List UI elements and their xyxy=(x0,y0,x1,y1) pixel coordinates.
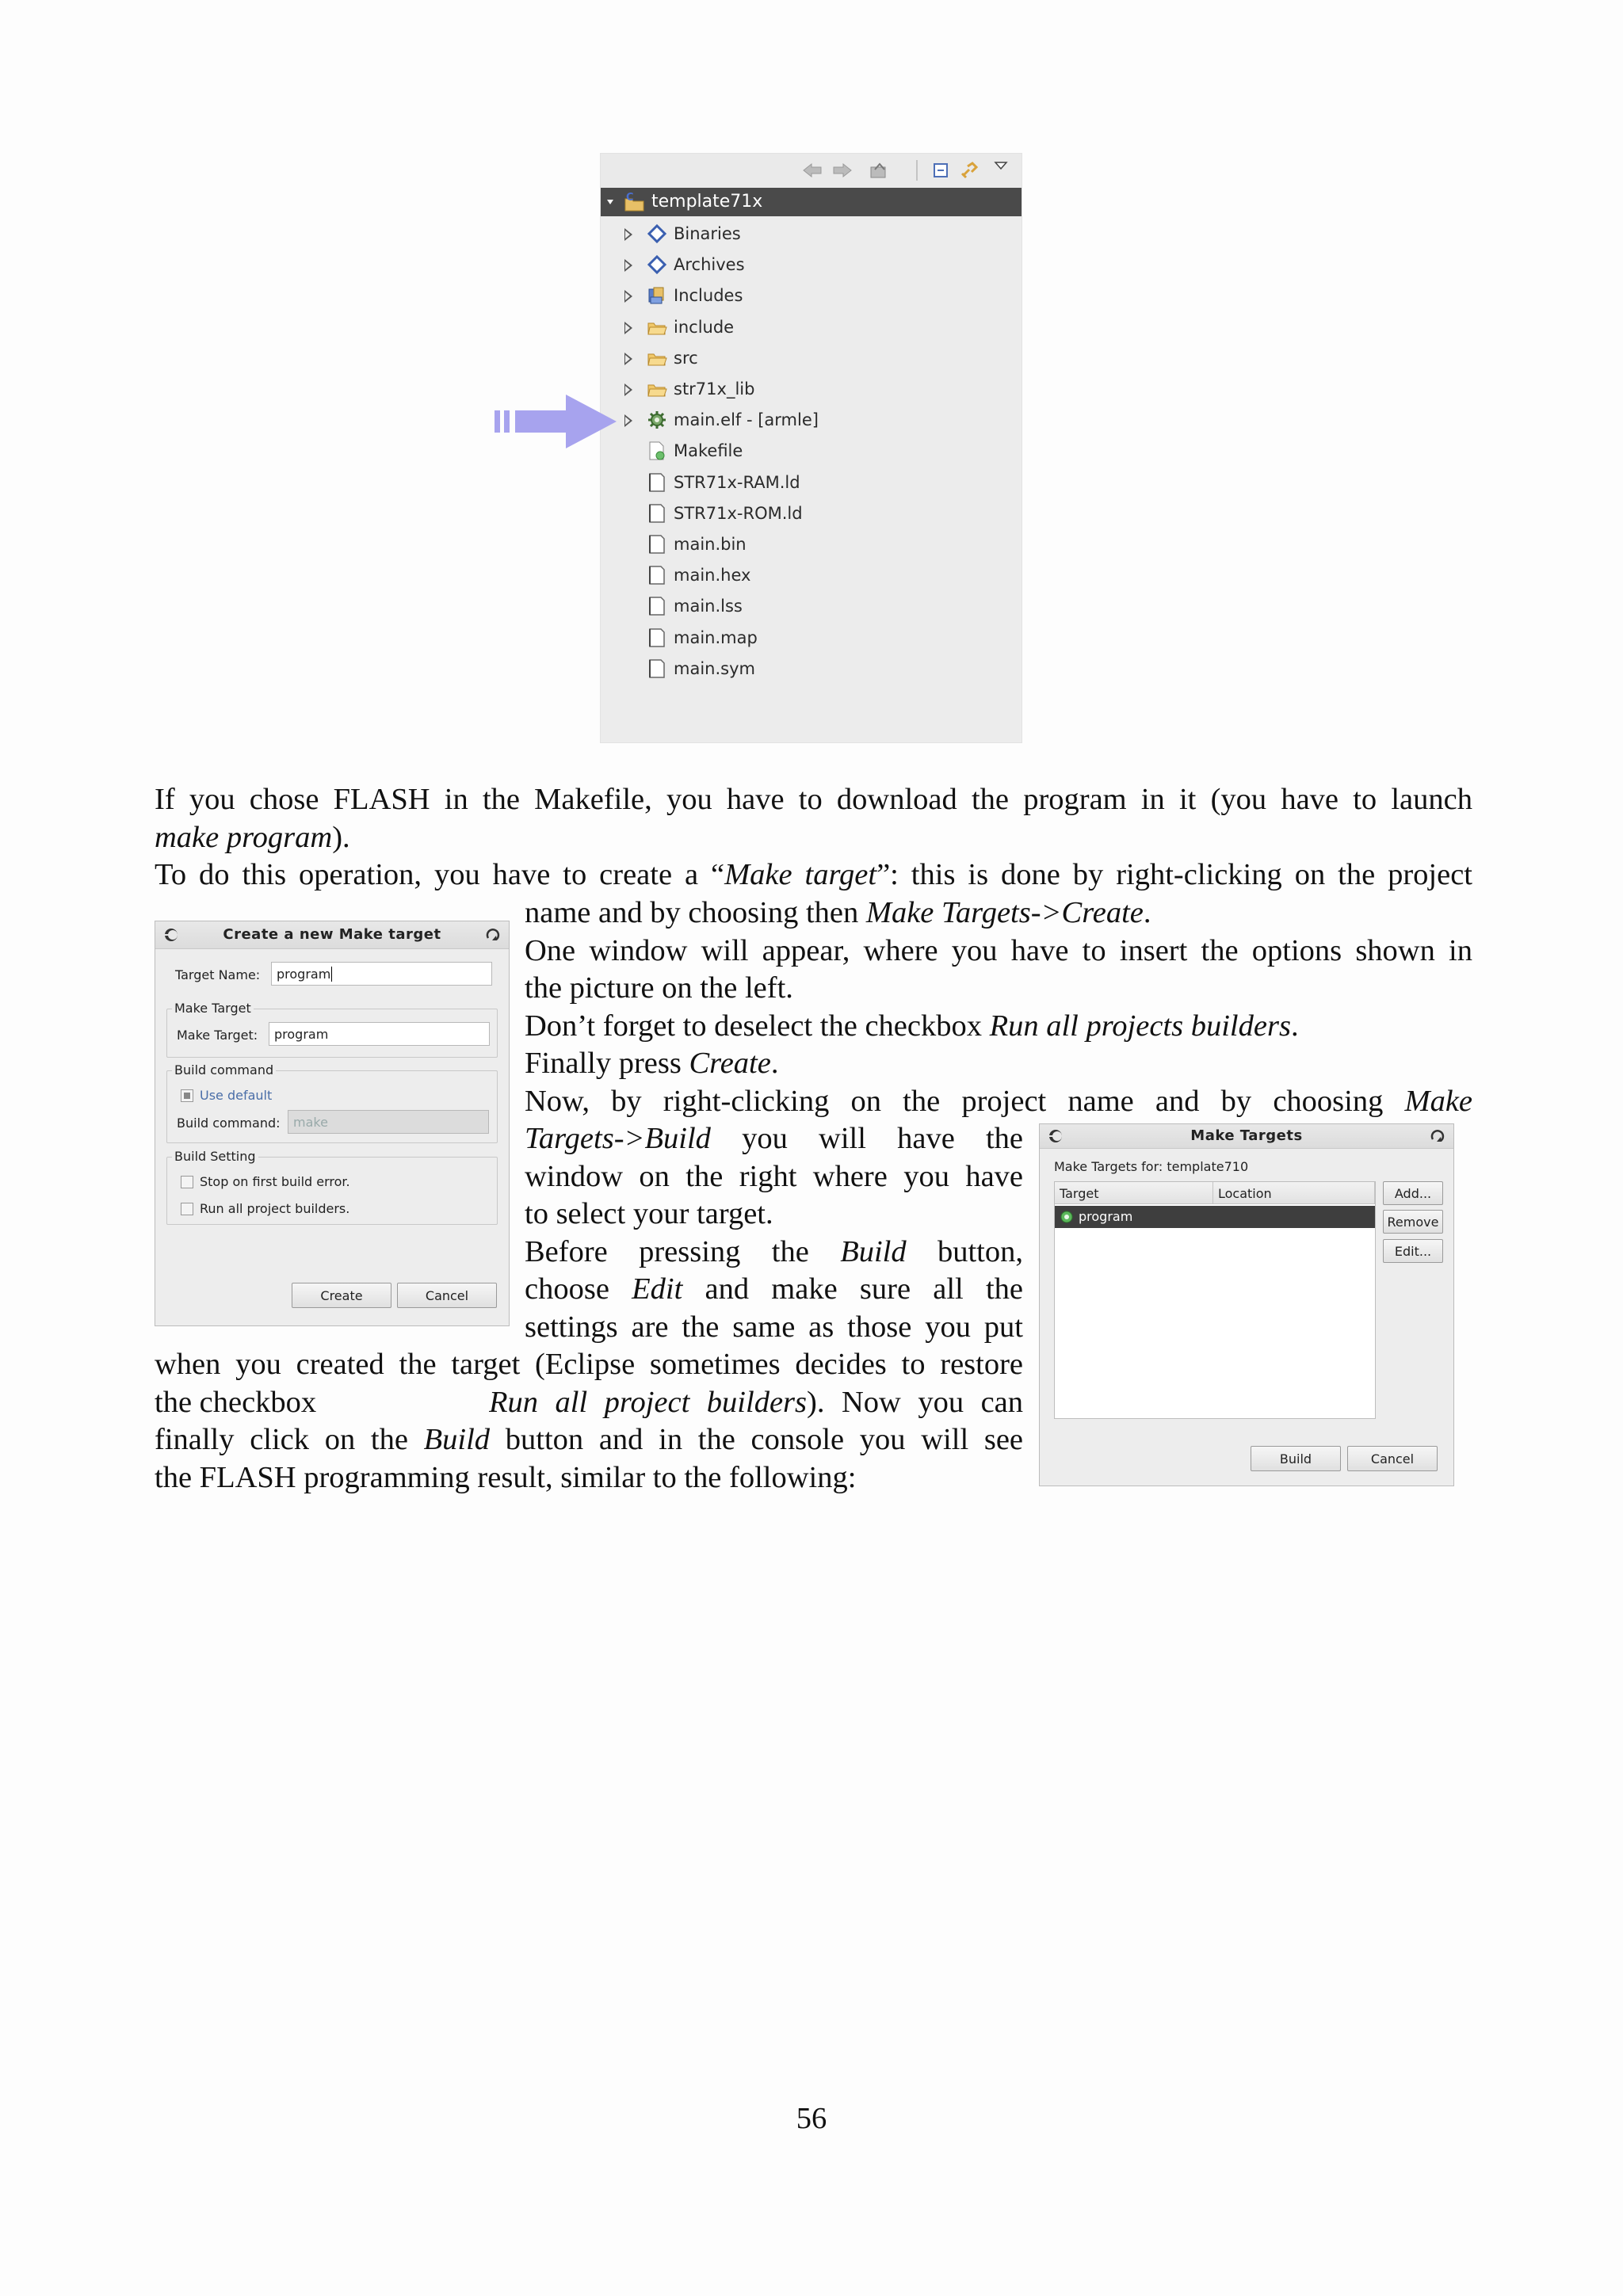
tree-item-label: STR71x-ROM.ld xyxy=(674,503,803,523)
tree-item[interactable] xyxy=(601,280,1022,311)
p3-l5-i: Build xyxy=(840,1235,907,1268)
paragraph-2-line-4: the picture on the left. xyxy=(525,971,793,1005)
tree-item-label: STR71x-RAM.ld xyxy=(674,472,800,492)
tree-item-label: main.hex xyxy=(674,566,751,585)
paragraph-3-line-9-b xyxy=(489,1384,1023,1422)
paragraph-2-line-6 xyxy=(525,1045,778,1083)
expand-triangle-icon[interactable] xyxy=(624,290,632,303)
paragraph-3-line-4: to select your target. xyxy=(525,1197,773,1230)
paragraph-3-line-10 xyxy=(155,1421,1023,1459)
file-icon xyxy=(646,627,668,649)
p3-l1-a: Now, by right-clicking on the project name and by choosing xyxy=(525,1085,1405,1118)
p3-l9-i: Run all project builders xyxy=(489,1386,807,1419)
tree-item[interactable] xyxy=(601,623,1022,654)
dialog-title: Create a new Make target xyxy=(223,926,441,943)
dialog-title: Make Targets xyxy=(1190,1127,1303,1144)
tree-item-label: Makefile xyxy=(674,441,743,461)
p1-l2-after: ). xyxy=(332,821,350,854)
p3-l6-a: choose xyxy=(525,1272,632,1306)
make-targets-dialog xyxy=(1039,1123,1454,1486)
page-number: 56 xyxy=(796,2102,827,2135)
target-icon xyxy=(1060,1210,1074,1224)
paragraph-2-line-3: One window will appear, where you have to insert the options shown in xyxy=(525,934,1472,967)
folder-icon xyxy=(646,347,668,369)
project-explorer xyxy=(600,153,1022,743)
p3-l9-b: ). Now you can xyxy=(807,1386,1023,1419)
binary-file-icon xyxy=(646,409,668,431)
toolbar-separator xyxy=(916,160,918,181)
expand-triangle-icon[interactable] xyxy=(624,383,632,396)
expand-triangle-icon[interactable] xyxy=(624,353,632,365)
tree-item[interactable] xyxy=(601,560,1022,591)
paragraph-3-line-7: settings are the same as those you put xyxy=(525,1310,1023,1344)
paragraph-1-line-1: If you chose FLASH in the Makefile, you have to download the program in it (you have to launch xyxy=(155,783,1472,816)
view-menu-icon[interactable] xyxy=(989,155,1013,176)
window-restore-icon[interactable] xyxy=(1430,1128,1445,1144)
target-name-label: Target Name: xyxy=(175,967,261,982)
expand-triangle-icon[interactable] xyxy=(624,414,632,427)
folder-icon xyxy=(646,378,668,400)
targets-table xyxy=(1054,1181,1376,1419)
tree-item[interactable] xyxy=(601,219,1022,250)
edit-button[interactable]: Edit... xyxy=(1383,1239,1443,1263)
binaries-icon xyxy=(646,223,668,245)
p2-l2-b: . xyxy=(1143,896,1151,929)
p3-l5-a: Before pressing the xyxy=(525,1235,841,1268)
c-project-icon xyxy=(623,191,647,213)
tree-item[interactable] xyxy=(601,374,1022,405)
p3-l2-i: Targets->Build xyxy=(525,1122,711,1155)
tree-item-label: Archives xyxy=(674,255,745,275)
p3-l1-i: Make xyxy=(1404,1085,1472,1118)
collapse-all-icon[interactable] xyxy=(929,160,953,181)
project-name: template71x xyxy=(651,192,763,212)
make-target-group-label: Make Target xyxy=(172,1001,254,1016)
add-button[interactable]: Add... xyxy=(1383,1181,1443,1205)
p3-l6-b: and make sure all the xyxy=(682,1272,1023,1306)
tree-item[interactable] xyxy=(601,343,1022,374)
dialog-titlebar xyxy=(1040,1124,1453,1149)
archives-icon xyxy=(646,254,668,276)
cancel-button[interactable]: Cancel xyxy=(397,1283,497,1308)
tree-item[interactable] xyxy=(601,436,1022,467)
file-icon xyxy=(646,658,668,680)
make-target-input[interactable]: program xyxy=(269,1022,490,1046)
tree-item-label: str71x_lib xyxy=(674,379,755,399)
remove-button[interactable]: Remove xyxy=(1383,1210,1443,1234)
tree-item[interactable] xyxy=(601,498,1022,529)
build-button[interactable]: Build xyxy=(1251,1446,1341,1471)
tree-item[interactable] xyxy=(601,250,1022,280)
p3-l10-a: finally click on the xyxy=(155,1423,424,1456)
window-restore-icon[interactable] xyxy=(485,927,501,943)
tree-item[interactable] xyxy=(601,654,1022,685)
create-button[interactable]: Create xyxy=(292,1283,391,1308)
dialog-titlebar xyxy=(155,921,509,949)
tree-item[interactable] xyxy=(601,467,1022,498)
paragraph-3-line-8: when you created the target (Eclipse sometimes decides to restore xyxy=(155,1348,1023,1381)
run-all-builders-checkbox[interactable] xyxy=(181,1203,193,1215)
paragraph-3-line-9-a: the checkbox xyxy=(155,1386,317,1419)
tree-item-label: src xyxy=(674,348,698,368)
paragraph-2-line-1 xyxy=(155,856,1472,894)
build-command-input[interactable]: make xyxy=(288,1110,489,1134)
link-with-editor-icon[interactable] xyxy=(957,160,981,181)
tree-item[interactable] xyxy=(601,312,1022,343)
tree-item-label: include xyxy=(674,317,735,337)
p2-l6-a: Finally press xyxy=(525,1047,689,1080)
tree-item-label: main.lss xyxy=(674,597,743,616)
expand-triangle-icon[interactable] xyxy=(624,322,632,334)
tree-item-label: main.map xyxy=(674,627,758,647)
file-icon xyxy=(646,533,668,555)
tree-item[interactable] xyxy=(601,591,1022,622)
cancel-button[interactable]: Cancel xyxy=(1347,1446,1438,1471)
p2-l1-a: To do this operation, you have to create a “ xyxy=(155,858,725,891)
p3-l10-b: button and in the console you will see xyxy=(490,1423,1023,1456)
back-arrow-icon[interactable] xyxy=(800,160,824,181)
p2-l6-b: . xyxy=(770,1047,779,1080)
paragraph-1-line-2 xyxy=(155,819,350,857)
p2-l5-a: Don’t forget to deselect the checkbox xyxy=(525,1009,990,1043)
tree-item-label: Includes xyxy=(674,286,743,306)
file-icon xyxy=(646,471,668,494)
p2-l6-i: Create xyxy=(689,1047,771,1080)
target-column-header[interactable]: Target xyxy=(1055,1182,1213,1204)
file-icon xyxy=(646,564,668,586)
includes-icon xyxy=(646,284,668,307)
project-row[interactable] xyxy=(601,188,1022,216)
target-row-label: program xyxy=(1079,1209,1133,1224)
file-icon xyxy=(646,502,668,524)
folder-icon xyxy=(646,316,668,338)
paragraph-3-line-2 xyxy=(525,1120,1023,1158)
create-make-target-dialog xyxy=(155,921,510,1326)
use-default-checkbox[interactable] xyxy=(181,1089,193,1102)
p2-l1-i: Make target xyxy=(724,858,877,891)
location-column-header[interactable]: Location xyxy=(1213,1182,1375,1204)
target-name-input[interactable] xyxy=(271,962,492,986)
expand-triangle-icon[interactable] xyxy=(624,259,632,272)
tree-item-label: Binaries xyxy=(674,224,741,243)
p3-l10-i: Build xyxy=(423,1423,491,1456)
paragraph-3-line-6 xyxy=(525,1271,1023,1309)
tree-item-label: main.bin xyxy=(674,535,747,554)
p3-l6-i: Edit xyxy=(632,1272,683,1306)
build-command-group-label: Build command xyxy=(172,1062,276,1077)
tree-item[interactable] xyxy=(601,529,1022,560)
p2-l2-i: Make Targets->Create xyxy=(865,896,1144,929)
up-folder-icon[interactable] xyxy=(867,160,891,181)
make-program-term: make program xyxy=(155,821,333,854)
expand-triangle-icon[interactable] xyxy=(624,228,632,241)
tree-item-label: main.elf - [armle] xyxy=(674,410,819,430)
p2-l1-b: ”: this is done by right-clicking on the project xyxy=(876,858,1472,891)
paragraph-2-line-5 xyxy=(525,1008,1299,1046)
pointer-arrow-icon xyxy=(495,391,618,452)
tree-item[interactable] xyxy=(601,405,1022,436)
paragraph-3-line-3: window on the right where you have xyxy=(525,1160,1023,1193)
stop-on-error-checkbox[interactable] xyxy=(181,1176,193,1188)
svg-text:C: C xyxy=(626,192,634,204)
forward-arrow-icon[interactable] xyxy=(831,160,854,181)
target-row[interactable] xyxy=(1055,1206,1375,1228)
paragraph-2-line-2 xyxy=(525,894,1151,933)
paragraph-3-line-1 xyxy=(525,1083,1472,1121)
build-command-label: Build command: xyxy=(177,1116,281,1131)
paragraph-3-line-5 xyxy=(525,1234,1023,1272)
p3-l5-b: button, xyxy=(906,1235,1023,1268)
run-all-builders-label: Run all project builders. xyxy=(200,1201,350,1216)
stop-on-error-label: Stop on first build error. xyxy=(200,1174,350,1189)
build-setting-group-label: Build Setting xyxy=(172,1149,258,1164)
expanded-triangle-icon[interactable] xyxy=(606,199,614,205)
paragraph-3-line-11: the FLASH programming result, similar to the following: xyxy=(155,1461,857,1494)
explorer-toolbar xyxy=(601,154,1022,187)
p2-l2-a: name and by choosing then xyxy=(525,896,866,929)
p2-l5-i: Run all projects builders xyxy=(989,1009,1291,1043)
use-default-label: Use default xyxy=(200,1088,273,1103)
targets-subtitle: Make Targets for: template710 xyxy=(1054,1159,1249,1174)
make-target-label: Make Target: xyxy=(177,1028,258,1043)
target-name-value: program xyxy=(277,967,331,982)
p2-l5-b: . xyxy=(1290,1009,1299,1043)
file-icon xyxy=(646,595,668,617)
makefile-icon xyxy=(646,440,668,462)
tree-item-label: main.sym xyxy=(674,658,755,678)
p3-l2-b: you will have the xyxy=(710,1122,1023,1155)
